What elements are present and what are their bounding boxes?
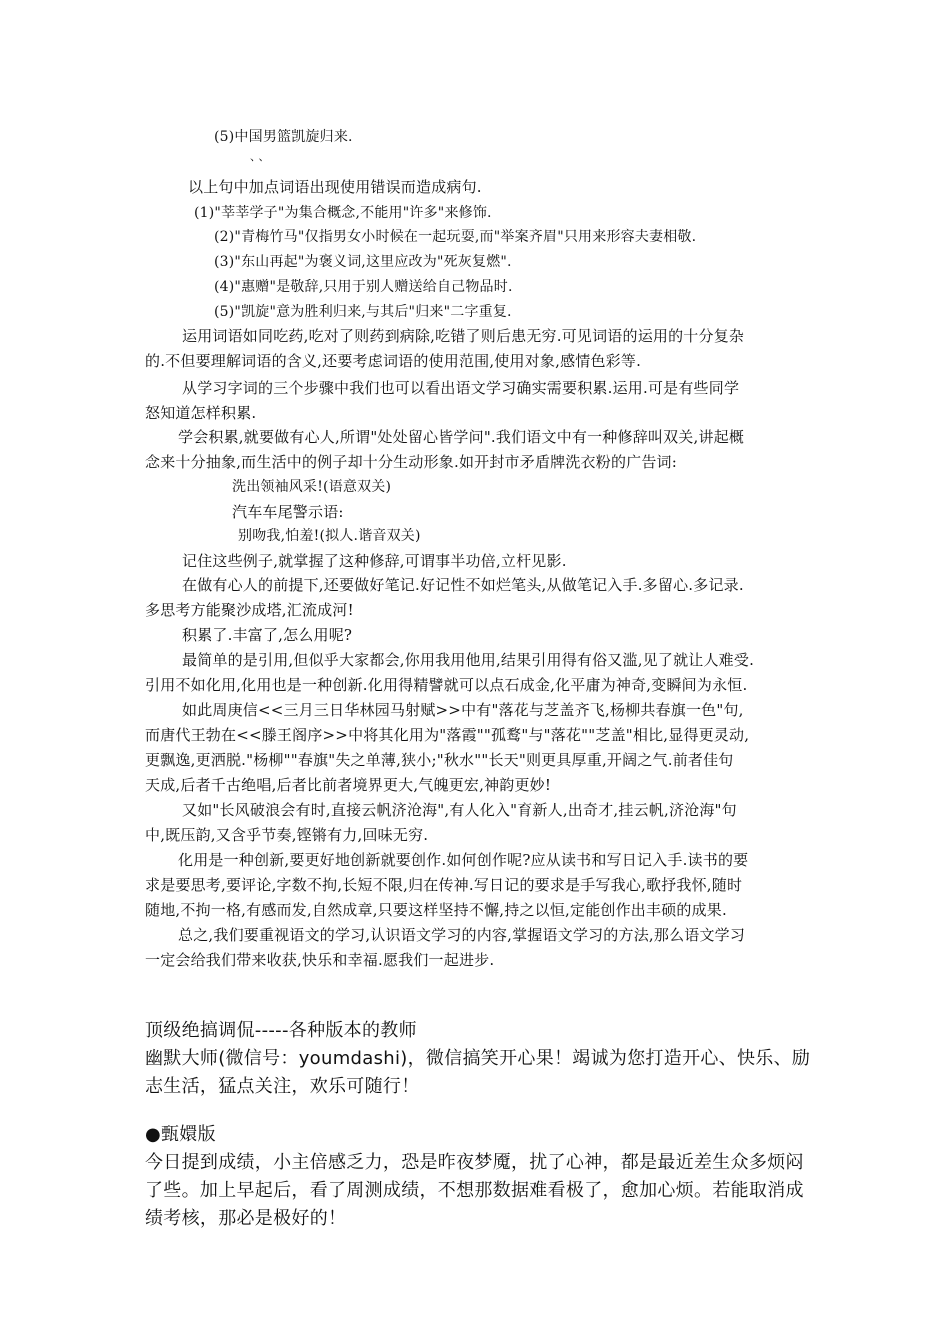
text-line: 汽车车尾警示语: [232, 503, 344, 521]
explanation-3: (3)"东山再起"为褒义词,这里应改为"死灰复燃". [214, 254, 512, 270]
text-line: 记住这些例子,就掌握了这种修辞,可谓事半功倍,立杆见影. [182, 552, 567, 570]
text-line: 一定会给我们带来收获,快乐和幸福.愿我们一起进步. [145, 951, 495, 969]
text-line: 了些。加上早起后，看了周测成绩，不想那数据难看极了，愈加心烦。若能取消成 [145, 1180, 804, 1201]
text-line: 在做有心人的前提下,还要做好笔记.好记性不如烂笔头,从做笔记入手.多留心.多记录. [182, 576, 744, 594]
explanation-5: (5)"凯旋"意为胜利归来,与其后"归来"二字重复. [214, 304, 512, 320]
section-heading: 顶级绝搞调侃-----各种版本的教师 [145, 1020, 417, 1041]
explanation-1: (1)"莘莘学子"为集合概念,不能用"许多"来修饰. [194, 205, 492, 221]
text-line: 多思考方能聚沙成塔,汇流成河! [145, 601, 354, 619]
text-line: 的.不但要理解词语的含义,还要考虑词语的使用范围,使用对象,感情色彩等. [145, 352, 642, 370]
text-line: 学会积累,就要做有心人,所谓"处处留心皆学问".我们语文中有一种修辞叫双关,讲起概 [178, 428, 745, 446]
explanation-2: (2)"青梅竹马"仅指男女小时候在一起玩耍,而"举案齐眉"只用来形容夫妻相敬. [214, 229, 697, 245]
text-line: 今日提到成绩，小主倍感乏力，恐是昨夜梦魇，扰了心神，都是最近差生众多烦闷 [145, 1152, 804, 1173]
text-line: 化用是一种创新,要更好地创新就要创作.如何创作呢?应从读书和写日记入手.读书的要 [178, 851, 749, 869]
text-line: 如此周庚信<<三月三日华林园马射赋>>中有"落花与芝盖齐飞,杨柳共春旗一色"句, [182, 701, 744, 719]
slogan-line: 洗出领袖风采!(语意双关) [232, 479, 392, 495]
text-line: 最简单的是引用,但似乎大家都会,你用我用他用,结果引用得有俗又滥,见了就让人难受. [182, 651, 755, 669]
text-line: 随地,不拘一格,有感而发,自然成章,只要这样坚持不懈,持之以恒,定能创作出丰硕的成果. [145, 901, 727, 919]
explanation-4: (4)"惠赠"是敬辞,只用于别人赠送给自己物品时. [214, 279, 513, 295]
text-line: 运用词语如同吃药,吃对了则药到病除,吃错了则后患无穷.可见词语的运用的十分复杂 [182, 327, 745, 345]
text-line: 天成,后者千古绝唱,后者比前者境界更大,气魄更宏,神韵更妙! [145, 776, 552, 794]
text-line: 志生活，猛点关注，欢乐可随行！ [145, 1076, 420, 1097]
text-line: 从学习字词的三个步骤中我们也可以看出语文学习确实需要积累.运用.可是有些同学 [182, 379, 740, 397]
text-line: 怒知道怎样积累. [145, 404, 257, 422]
text-line: 又如"长风破浪会有时,直接云帆济沧海",有人化入"育新人,出奇才,挂云帆,济沧海"句 [182, 801, 737, 819]
text-line: 绩考核，那必是极好的！ [145, 1208, 347, 1229]
text-line: 总之,我们要重视语文的学习,认识语文学习的内容,掌握语文学习的方法,那么语文学习 [178, 926, 746, 944]
text-line: 积累了.丰富了,怎么用呢? [182, 626, 353, 644]
text-line: 而唐代王勃在<<滕王阁序>>中将其化用为"落霞""孤鹜"与"落花""芝盖"相比,显得更灵动, [145, 726, 750, 744]
slogan-line: 别吻我,怕羞!(拟人.谐音双关) [238, 528, 421, 544]
text-line: 更飘逸,更洒脱."杨柳""春旗"失之单薄,狭小;"秋水""长天"则更具厚重,开阔之气.前者佳句 [145, 751, 734, 769]
text-line: 以上句中加点词语出现使用错误而造成病句. [188, 178, 482, 196]
text-line: 念来十分抽象,而生活中的例子却十分生动形象.如开封市矛盾牌洗衣粉的广告词: [145, 453, 677, 471]
text-line: 中,既压韵,又含乎节奏,铿锵有力,回味无穷. [145, 826, 429, 844]
text-line: 引用不如化用,化用也是一种创新.化用得精譬就可以点石成金,化平庸为神奇,变瞬间为永恒. [145, 676, 748, 694]
emphasis-dots: 、、 [250, 150, 273, 163]
subsection-heading: ●甄嬛版 [145, 1124, 216, 1145]
text-line: 幽默大师(微信号：youmdashi)，微信搞笑开心果！竭诚为您打造开心、快乐、励 [145, 1048, 811, 1069]
text-line: 求是要思考,要评论,字数不拘,长短不限,归在传神.写日记的要求是手写我心,歌抒我怀,随时 [145, 876, 743, 894]
example-sentence-5: (5)中国男篮凯旋归来. [214, 129, 353, 145]
